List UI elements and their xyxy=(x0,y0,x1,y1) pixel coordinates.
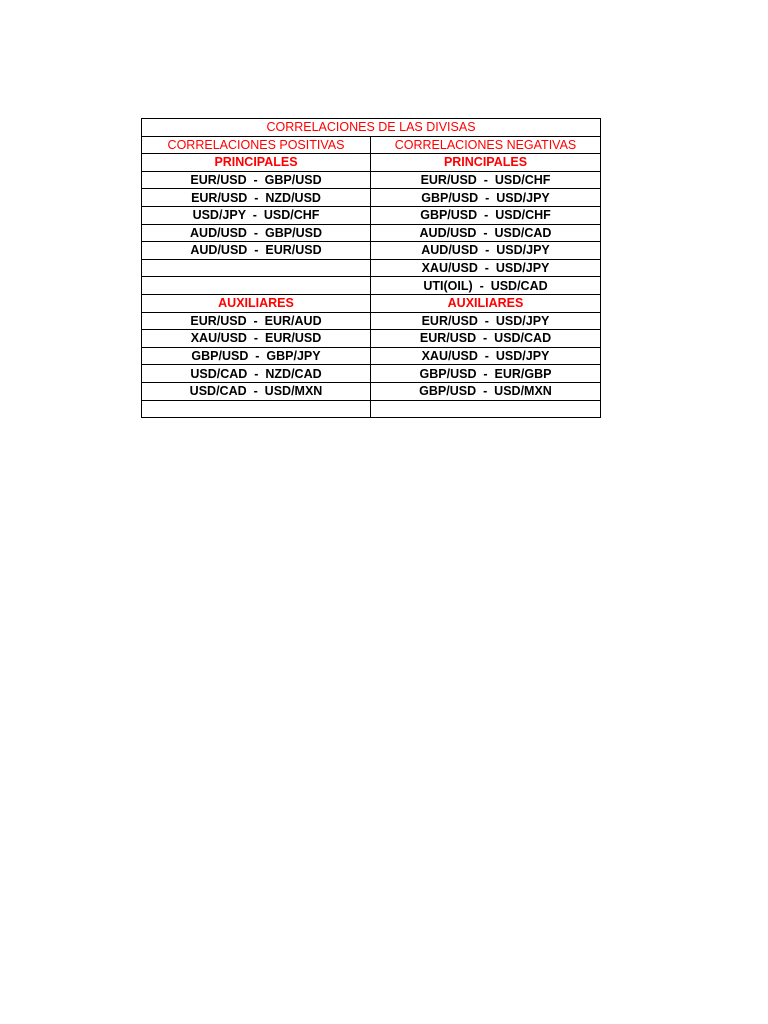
table-row xyxy=(142,400,601,418)
negative-auxiliary-pair xyxy=(371,400,601,418)
negative-auxiliary-pair: EUR/USD - USD/JPY xyxy=(371,312,601,330)
positive-principal-pair: USD/JPY - USD/CHF xyxy=(142,206,371,224)
section-header-row xyxy=(142,136,601,154)
table-row xyxy=(142,206,601,224)
positive-principal-pair: EUR/USD - GBP/USD xyxy=(142,171,371,189)
positive-principal-pair: EUR/USD - NZD/USD xyxy=(142,189,371,207)
positive-principal-pair xyxy=(142,259,371,277)
title-row xyxy=(142,119,601,137)
negative-principal-label: PRINCIPALES xyxy=(371,154,601,172)
table-row xyxy=(142,330,601,348)
negative-auxiliary-pair: GBP/USD - EUR/GBP xyxy=(371,365,601,383)
negative-principal-pair: AUD/USD - USD/CAD xyxy=(371,224,601,242)
positive-auxiliary-pair: USD/CAD - USD/MXN xyxy=(142,382,371,400)
table-row xyxy=(142,365,601,383)
negative-auxiliary-pair: GBP/USD - USD/MXN xyxy=(371,382,601,400)
positive-auxiliary-pair: EUR/USD - EUR/AUD xyxy=(142,312,371,330)
positive-auxiliary-label: AUXILIARES xyxy=(142,294,371,312)
table-row xyxy=(142,347,601,365)
table-title: CORRELACIONES DE LAS DIVISAS xyxy=(142,119,601,137)
positive-principal-pair xyxy=(142,277,371,295)
table-row xyxy=(142,312,601,330)
negative-auxiliary-pair: XAU/USD - USD/JPY xyxy=(371,347,601,365)
positive-auxiliary-pair xyxy=(142,400,371,418)
positive-auxiliary-pair: USD/CAD - NZD/CAD xyxy=(142,365,371,383)
principal-label-row xyxy=(142,154,601,172)
table-row xyxy=(142,277,601,295)
negative-principal-pair: AUD/USD - USD/JPY xyxy=(371,242,601,260)
positive-principal-pair: AUD/USD - GBP/USD xyxy=(142,224,371,242)
positive-auxiliary-pair: GBP/USD - GBP/JPY xyxy=(142,347,371,365)
negative-principal-pair: GBP/USD - USD/CHF xyxy=(371,206,601,224)
negative-principal-pair: UTI(OIL) - USD/CAD xyxy=(371,277,601,295)
table-row xyxy=(142,382,601,400)
table-row xyxy=(142,224,601,242)
table-row xyxy=(142,259,601,277)
table-row xyxy=(142,171,601,189)
negative-auxiliary-pair: EUR/USD - USD/CAD xyxy=(371,330,601,348)
positive-auxiliary-pair: XAU/USD - EUR/USD xyxy=(142,330,371,348)
table-row xyxy=(142,242,601,260)
negative-principal-pair: EUR/USD - USD/CHF xyxy=(371,171,601,189)
negative-header: CORRELACIONES NEGATIVAS xyxy=(371,136,601,154)
positive-principal-label: PRINCIPALES xyxy=(142,154,371,172)
table-row xyxy=(142,189,601,207)
auxiliary-label-row xyxy=(142,294,601,312)
negative-principal-pair: GBP/USD - USD/JPY xyxy=(371,189,601,207)
positive-principal-pair: AUD/USD - EUR/USD xyxy=(142,242,371,260)
correlations-table xyxy=(141,118,601,418)
positive-header: CORRELACIONES POSITIVAS xyxy=(142,136,371,154)
negative-principal-pair: XAU/USD - USD/JPY xyxy=(371,259,601,277)
negative-auxiliary-label: AUXILIARES xyxy=(371,294,601,312)
